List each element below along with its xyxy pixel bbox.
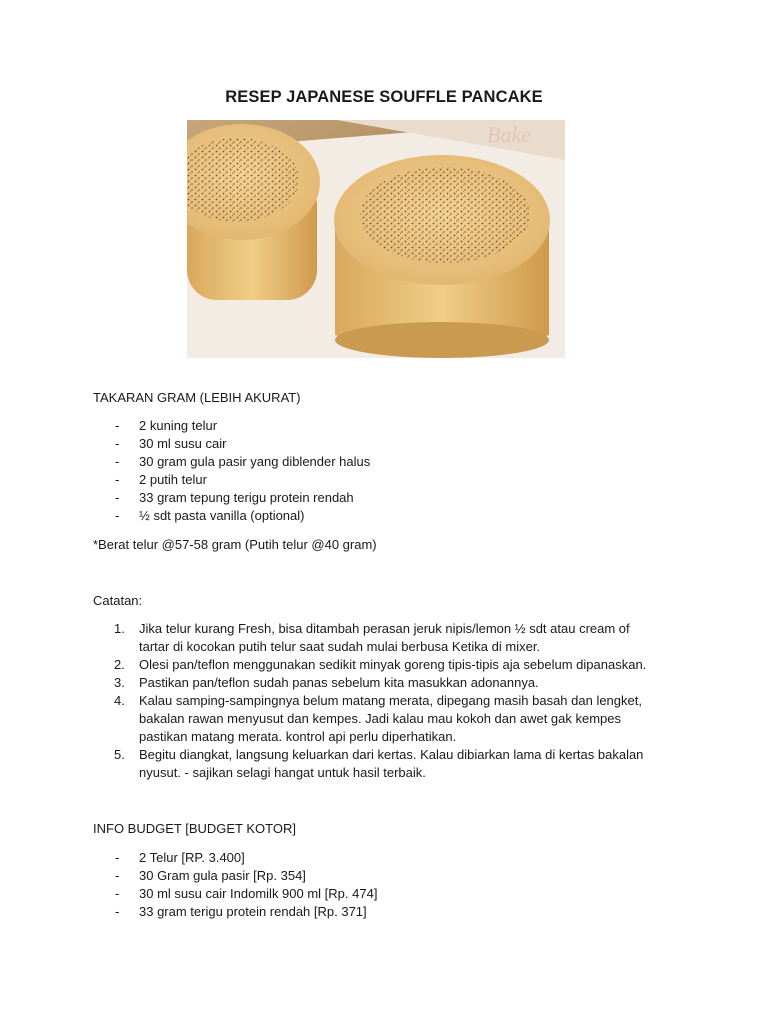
list-bullet: -	[115, 472, 120, 487]
cocoa-dusting-right	[360, 167, 530, 263]
list-item: 3. Pastikan pan/teflon sudah panas sebelum kita masukkan adonannya.	[114, 675, 539, 690]
list-bullet: -	[115, 454, 120, 469]
list-bullet: -	[115, 904, 120, 919]
ingredients-heading: TAKARAN GRAM (LEBIH AKURAT)	[93, 390, 301, 405]
list-item: - 30 gram gula pasir yang diblender halus	[115, 454, 371, 469]
list-item: 2. Olesi pan/teflon menggunakan sedikit minyak goreng tipis-tipis aja sebelum dipanaskan.	[114, 657, 647, 672]
pancake-photo	[187, 120, 565, 358]
list-item: - 30 ml susu cair Indomilk 900 ml [Rp. 474]	[115, 886, 378, 901]
ingredients-list	[93, 417, 693, 525]
list-item: - 33 gram terigu protein rendah [Rp. 371]	[115, 904, 367, 919]
egg-weight-note: *Berat telur @57-58 gram (Putih telur @40 gram)	[93, 537, 377, 552]
list-item: - 33 gram tepung terigu protein rendah	[115, 490, 354, 505]
budget-list	[93, 849, 693, 921]
list-item: 1. Jika telur kurang Fresh, bisa ditambah perasan jeruk nipis/lemon ½ sdt atau cream of tartar di kocokan putih telur saat sudah mulai berbusa Ketika di mixer.	[114, 621, 630, 654]
list-bullet: -	[115, 850, 120, 865]
list-item: 4. Kalau samping-sampingnya belum matang merata, dipegang masih basah dan lengket, bakalan rawan menyusut dan kempes. Jadi kalau mau kokoh dan awet gak kempes pastikan matang merata. kontrol api perlu diperhatikan.	[114, 693, 642, 744]
list-item: - 30 Gram gula pasir [Rp. 354]	[115, 868, 306, 883]
list-item: 5. Begitu diangkat, langsung keluarkan dari kertas. Kalau dibiarkan lama di kertas bakalan nyusut. - sajikan selagi hangat untuk hasil terbaik.	[114, 747, 644, 780]
list-bullet: -	[115, 418, 120, 433]
notes-list	[93, 620, 693, 782]
notes-heading: Catatan:	[93, 593, 143, 608]
list-bullet: -	[115, 436, 120, 451]
list-bullet: -	[115, 868, 120, 883]
pancake-right-bottom	[335, 322, 549, 358]
paper-print: Bake	[487, 122, 531, 147]
list-item: - ½ sdt pasta vanilla (optional)	[115, 508, 305, 523]
budget-heading: INFO BUDGET [BUDGET KOTOR]	[93, 821, 296, 836]
list-item: - 2 putih telur	[115, 472, 207, 487]
list-bullet: -	[115, 490, 120, 505]
list-bullet: -	[115, 886, 120, 901]
list-item: - 30 ml susu cair	[115, 436, 227, 451]
page-title: RESEP JAPANESE SOUFFLE PANCAKE	[225, 88, 543, 106]
list-item: - 2 Telur [RP. 3.400]	[115, 850, 245, 865]
list-item: - 2 kuning telur	[115, 418, 218, 433]
list-bullet: -	[115, 508, 120, 523]
